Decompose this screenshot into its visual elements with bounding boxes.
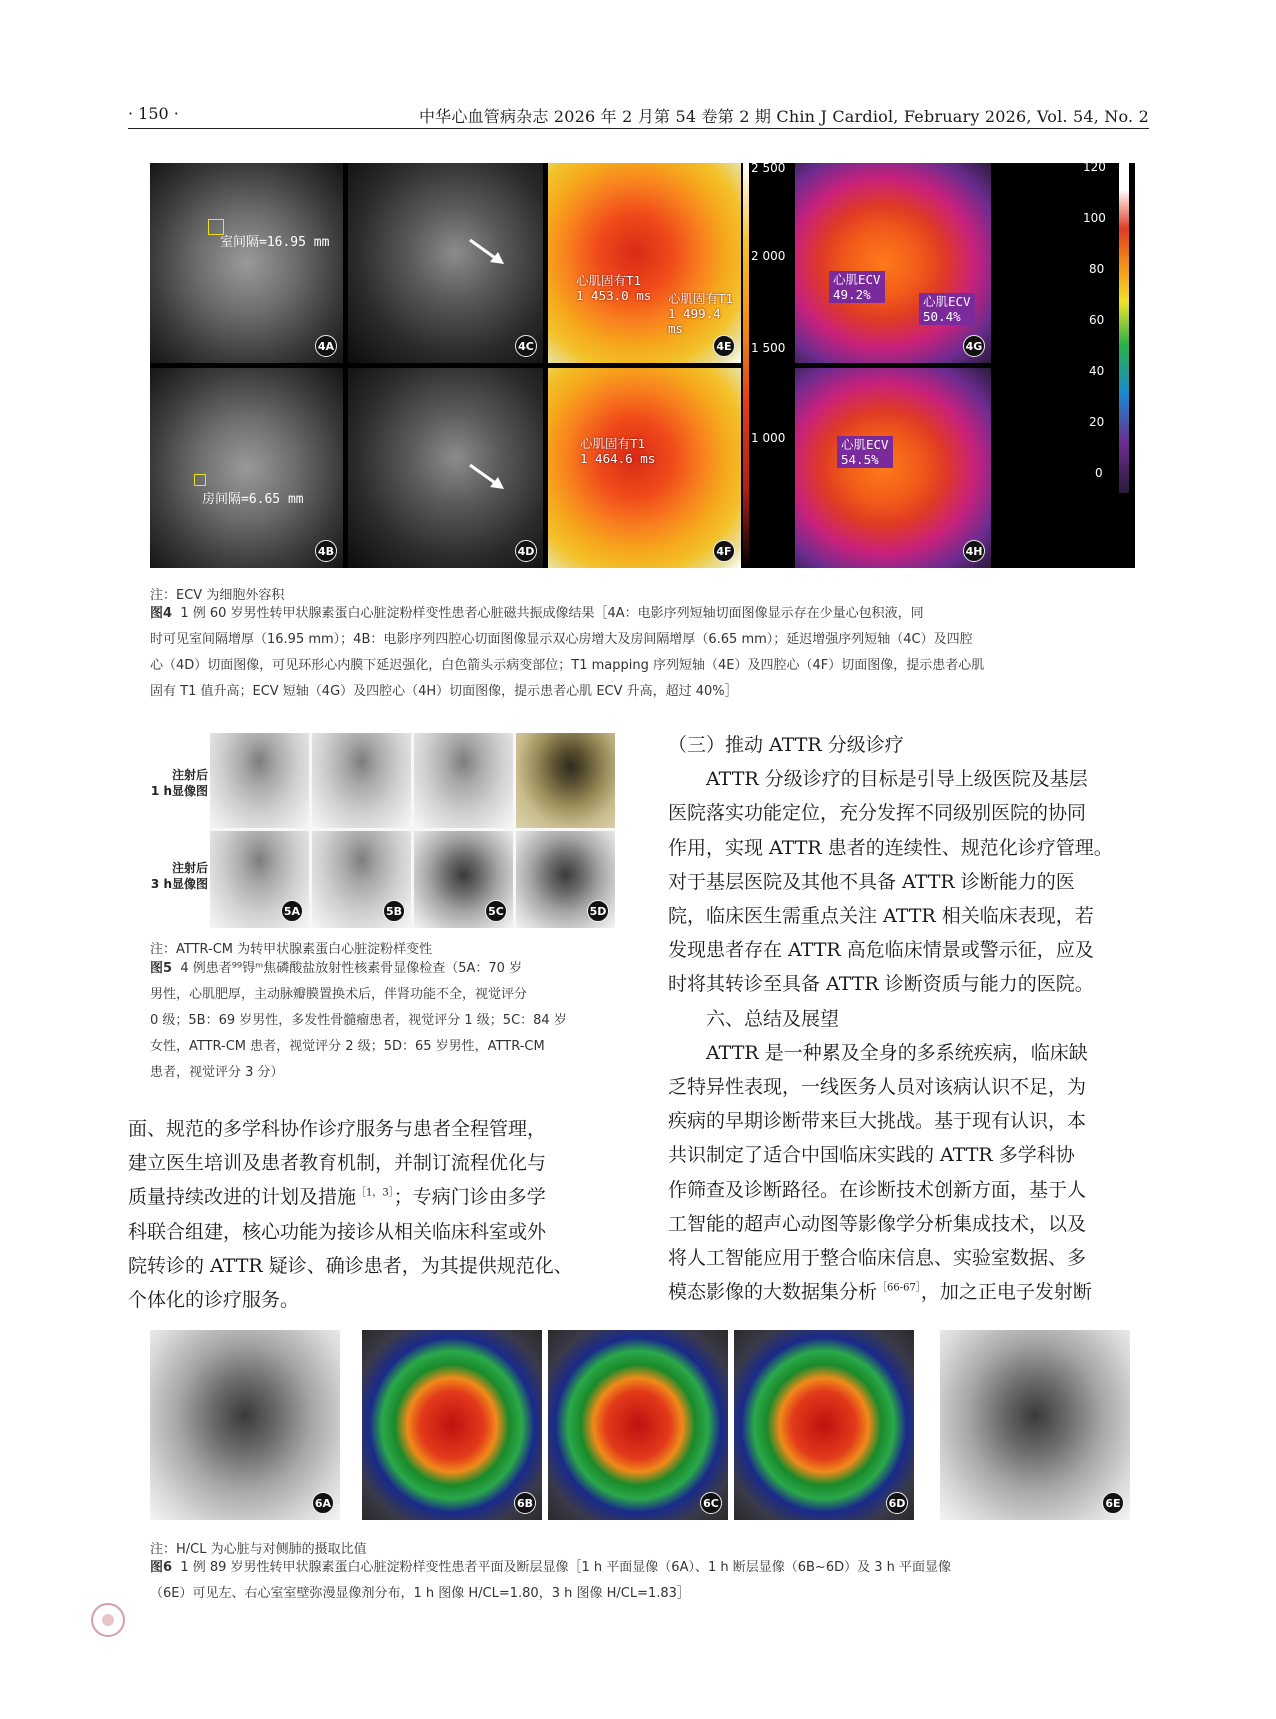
spect-6c	[548, 1330, 728, 1520]
panel-label: 4E	[713, 335, 735, 357]
caption-line: 男性，心肌肥厚，主动脉瓣膜置换术后，伴肾功能不全，视觉评分	[150, 987, 528, 1002]
caption-line: 患者，视觉评分 3 分）	[150, 1065, 284, 1080]
panel-4b	[150, 368, 343, 568]
row-label-1h: 注射后 1 h显像图	[150, 768, 208, 798]
t1-value-1: 心肌固有T1 1 453.0 ms	[576, 273, 652, 303]
fig6-caption-title: 图6	[150, 1560, 173, 1575]
panel-label: 4F	[713, 540, 735, 562]
panel-label: 4A	[315, 335, 337, 357]
scan-6e	[940, 1330, 1130, 1520]
t1-tick: 1 000	[751, 431, 786, 445]
caption-line: 心（4D）切面图像，可见环形心内膜下延迟强化，白色箭头示病变部位；T1 mapping 序列短轴（4E）及四腔心（4F）切面图像，提示患者心肌	[150, 658, 985, 673]
figure-5	[210, 733, 615, 928]
panel-label: 4D	[515, 540, 537, 562]
fig5-caption-title: 图5	[150, 961, 173, 976]
scan-5c-3h	[414, 831, 513, 928]
measure-marker	[194, 474, 206, 486]
panel-label: 6B	[514, 1492, 536, 1514]
text-line: 院转诊的 ATTR 疑诊、确诊患者，为其提供规范化、	[128, 1254, 573, 1277]
scan-5c-1h	[414, 733, 513, 828]
caption-line: 女性，ATTR-CM 患者，视觉评分 2 级；5D：65 岁男性，ATTR-CM	[150, 1039, 545, 1054]
t1-colorbar	[741, 163, 793, 568]
fig6-note: 注：H/CL 为心脏与对侧肺的摄取比值	[150, 1542, 367, 1557]
text-line: 将人工智能应用于整合临床信息、实验室数据、多	[668, 1247, 1087, 1270]
figure-4	[150, 160, 1135, 568]
text-line: 科联合组建，核心功能为接诊从相关临床科室或外	[128, 1220, 547, 1243]
t1-tick: 2 500	[751, 161, 786, 175]
panel-4g	[795, 163, 991, 363]
panel-label: 6D	[886, 1492, 908, 1514]
panel-4d	[348, 368, 543, 568]
text-line: 建立医生培训及患者教育机制，并制订流程优化与	[128, 1152, 547, 1175]
atrial-septum-measure: 房间隔=6.65 mm	[202, 492, 304, 507]
text-line: 作用，实现 ATTR 患者的连续性、规范化诊疗管理。	[668, 836, 1113, 859]
panel-label: 6C	[700, 1492, 722, 1514]
scan-5b-1h	[312, 733, 411, 828]
ecv-tick: 60	[1089, 313, 1105, 327]
ecv-tick: 40	[1089, 364, 1105, 378]
ecv-value-1: 心肌ECV 54.5%	[837, 436, 893, 468]
panel-label: 4C	[515, 335, 537, 357]
spect-6b	[362, 1330, 542, 1520]
caption-line: 4 例患者⁹⁹锝ᵐ焦磷酸盐放射性核素骨显像检查（5A：70 岁	[180, 961, 523, 976]
caption-line: （6E）可见左、右心室室壁弥漫显像剂分布，1 h 图像 H/CL=1.80，3 h 图像 H/CL=1.83］	[150, 1586, 690, 1601]
panel-label: 5D	[587, 900, 609, 922]
right-column-text	[668, 728, 1148, 1309]
header-rule	[128, 128, 1149, 129]
ecv-tick: 120	[1083, 160, 1106, 174]
ecv-tick: 100	[1083, 211, 1106, 225]
panel-4f	[548, 368, 741, 568]
scan-5a-3h	[210, 831, 309, 928]
caption-line: 1 例 89 岁男性转甲状腺素蛋白心脏淀粉样变性患者平面及断层显像［1 h 平面显像（6A）、1 h 断层显像（6B~6D）及 3 h 平面显像	[180, 1560, 952, 1575]
citation: ［66-67］	[877, 1282, 921, 1294]
caption-line: 1 例 60 岁男性转甲状腺素蛋白心脏淀粉样变性患者心脏磁共振成像结果［4A：电影序列短轴切面图像显示存在少量心包积液，同	[180, 606, 924, 621]
publisher-watermark-logo	[88, 1600, 128, 1644]
ecv-value-1: 心肌ECV 49.2%	[829, 271, 885, 303]
citation: ［1，3］	[356, 1188, 394, 1200]
panel-4h	[795, 368, 991, 568]
panel-label: 4G	[963, 335, 985, 357]
t1-tick: 1 500	[751, 341, 786, 355]
panel-label: 4B	[315, 540, 337, 562]
septum-measure: 室间隔=16.95 mm	[220, 235, 330, 250]
spect-6d	[734, 1330, 914, 1520]
panel-label: 5A	[281, 900, 303, 922]
ecv-tick: 20	[1089, 415, 1105, 429]
journal-header: 中华心血管病杂志 2026 年 2 月第 54 卷第 2 期 Chin J Cardiol, February 2026, Vol. 54, No. 2	[418, 107, 1149, 126]
t1-value-1: 心肌固有T1 1 464.6 ms	[580, 436, 656, 466]
fig4-caption	[150, 601, 1140, 705]
ecv-tick: 80	[1089, 262, 1105, 276]
panel-4c	[348, 163, 543, 363]
panel-4a	[150, 163, 343, 363]
figure-6	[150, 1330, 1135, 1520]
text-line: 发现患者存在 ATTR 高危临床情景或警示征，应及	[668, 939, 1094, 962]
fig4-caption-title: 图4	[150, 606, 173, 621]
panel-label: 6A	[312, 1492, 334, 1514]
arrow-icon	[468, 238, 508, 268]
scan-5d-3h	[516, 831, 615, 928]
text-line: 共识制定了适合中国临床实践的 ATTR 多学科协	[668, 1144, 1075, 1167]
t1-tick: 2 000	[751, 249, 786, 263]
left-column-text	[128, 1112, 628, 1317]
text-line: ATTR 分级诊疗的目标是引导上级医院及基层	[706, 768, 1088, 791]
section-heading: 六、总结及展望	[706, 1007, 840, 1030]
arrow-icon	[468, 463, 508, 493]
section-heading: （三）推动 ATTR 分级诊疗	[668, 734, 904, 756]
panel-label: 6E	[1102, 1492, 1124, 1514]
text-line: 乏特异性表现，一线医务人员对该病认识不足，为	[668, 1076, 1087, 1099]
scan-5a-1h	[210, 733, 309, 828]
text-line: 时将其转诊至具备 ATTR 诊断资质与能力的医院。	[668, 973, 1094, 996]
text-line: 医院落实功能定位，充分发挥不同级别医院的协同	[668, 802, 1087, 825]
text-line: 质量持续改进的计划及措施$^{[1,3]}$；专病门诊由多学	[128, 1186, 546, 1209]
text-line: 作筛查及诊断路径。在诊断技术创新方面，基于人	[668, 1178, 1087, 1201]
t1-value-2: 心肌固有T1 1 499.4 ms	[668, 291, 734, 336]
caption-line: 时可见室间隔增厚（16.95 mm）；4B：电影序列四腔心切面图像显示双心房增大及房间隔增厚（6.65 mm）；延迟增强序列短轴（4C）及四腔	[150, 632, 973, 647]
fig4-note: 注：ECV 为细胞外容积	[150, 588, 285, 603]
text-line: 工智能的超声心动图等影像学分析集成技术，以及	[668, 1212, 1087, 1235]
flower-logo-icon	[88, 1600, 128, 1640]
fig5-caption	[150, 956, 615, 1086]
ecv-tick: 0	[1095, 466, 1103, 480]
text-line: 对于基层医院及其他不具备 ATTR 诊断能力的医	[668, 870, 1075, 893]
panel-label: 4H	[963, 540, 985, 562]
fig6-caption	[150, 1555, 1140, 1607]
fig5-note: 注：ATTR-CM 为转甲状腺素蛋白心脏淀粉样变性	[150, 942, 433, 957]
ecv-value-2: 心肌ECV 50.4%	[919, 293, 975, 325]
scan-5b-3h	[312, 831, 411, 928]
panel-label: 5C	[485, 900, 507, 922]
scan-5d-1h	[516, 733, 615, 828]
text-line: 面、规范的多学科协作诊疗服务与患者全程管理，	[128, 1118, 547, 1140]
text-line: 模态影像的大数据集分析$^{[66-67]}$，加之正电子发射断	[668, 1281, 1092, 1304]
panel-4e	[548, 163, 741, 363]
panel-label: 5B	[383, 900, 405, 922]
text-line: 个体化的诊疗服务。	[128, 1289, 300, 1312]
page-number: · 150 ·	[128, 104, 179, 123]
row-label-3h: 注射后 3 h显像图	[150, 861, 208, 891]
text-line: ATTR 是一种累及全身的多系统疾病，临床缺	[706, 1041, 1088, 1064]
measure-marker	[208, 219, 224, 235]
ecv-colorbar	[991, 160, 1135, 568]
scan-6a	[150, 1330, 340, 1520]
text-line: 疾病的早期诊断带来巨大挑战。基于现有认识，本	[668, 1110, 1087, 1133]
caption-line: 0 级；5B：69 岁男性，多发性骨髓瘤患者，视觉评分 1 级；5C：84 岁	[150, 1013, 567, 1028]
text-line: 院，临床医生需重点关注 ATTR 相关临床表现，若	[668, 905, 1094, 928]
caption-line: 固有 T1 值升高；ECV 短轴（4G）及四腔心（4H）切面图像，提示患者心肌 ECV 升高，超过 40%］	[150, 684, 738, 699]
